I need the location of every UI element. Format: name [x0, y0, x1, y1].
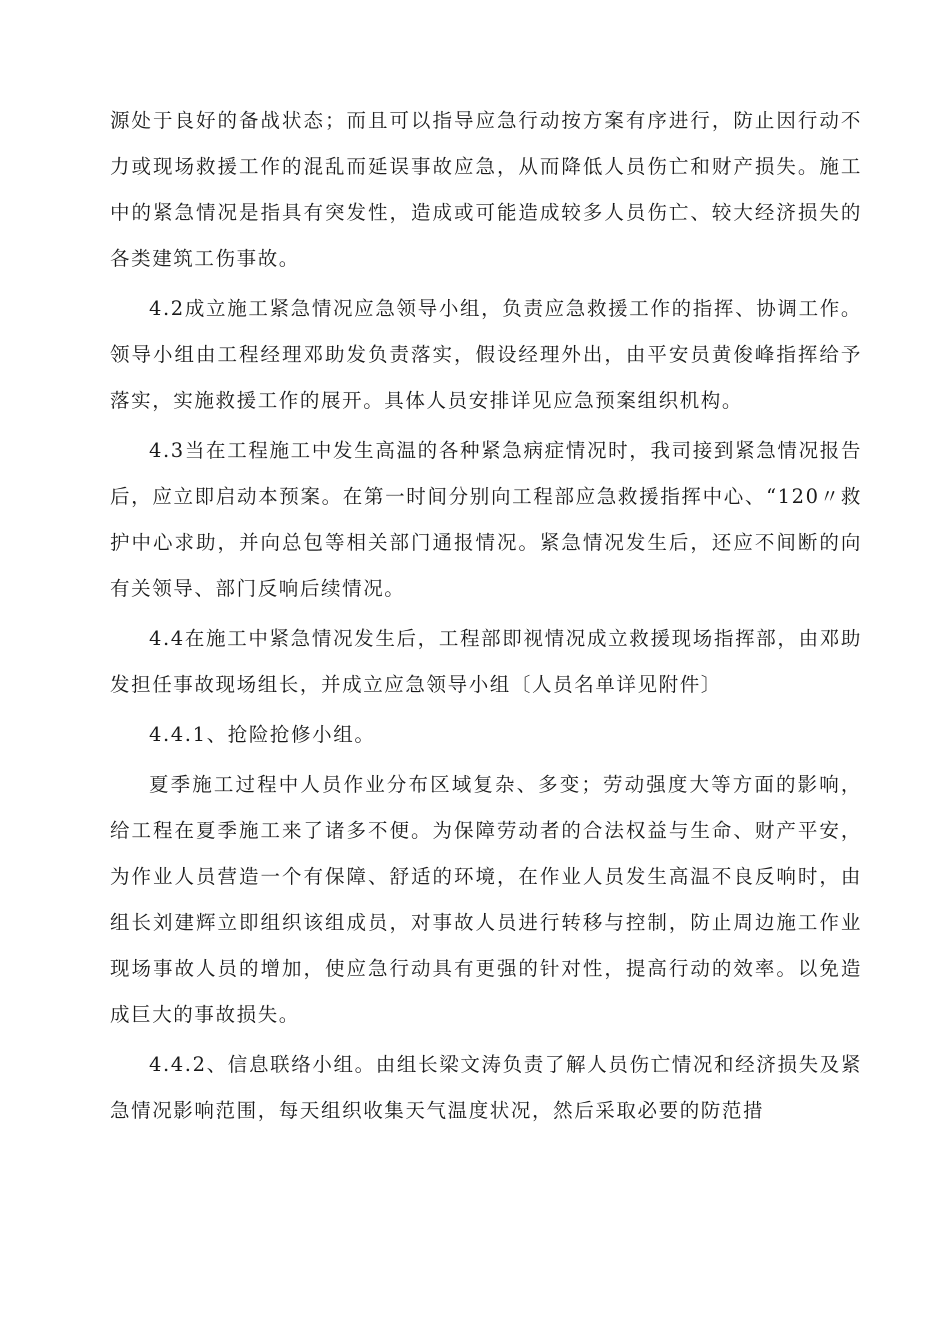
section-number: 4.4	[149, 627, 185, 650]
section-4-2-paragraph	[110, 286, 862, 424]
paragraph-text: 、信息联络小组。由组长梁文涛负责了解人员伤亡情况和经济损失及紧急情况影响范围，每天组织收集天气温度状况，然后采取必要的防范措	[110, 1053, 862, 1122]
paragraph-text: 当在工程施工中发生高温的各种紧急病症情况时，我司接到紧急情况报告后，应立即启动本预案。在第一时间分别向工程部应急救援指挥中心、“120〃救护中心求助，并向总包等相关部门通报情况。紧急情况发生后，还应不间断的向有关领导、部门反响后续情况。	[110, 439, 862, 600]
paragraph-text: 成立施工紧急情况应急领导小组，负责应急救援工作的指挥、协调工作。领导小组由工程经理邓助发负责落实，假设经理外出，由平安员黄俊峰指挥给予落实，实施救援工作的展开。具体人员安排详见应急预案组织机构。	[110, 297, 862, 412]
section-4-3-paragraph	[110, 428, 862, 612]
section-4-4-paragraph	[110, 616, 862, 708]
section-number: 4.3	[149, 439, 185, 462]
section-number: 4.4.1	[149, 723, 207, 746]
paragraph-text: 源处于良好的备战状态；而且可以指导应急行动按方案有序进行，防止因行动不力或现场救援工作的混乱而延误事故应急，从而降低人员伤亡和财产损失。施工中的紧急情况是指具有突发性，造成或可能造成较多人员伤亡、较大经济损失的各类建筑工伤事故。	[110, 109, 862, 270]
paragraph-continued	[110, 98, 862, 282]
section-number: 4.4.2	[149, 1053, 207, 1076]
paragraph-text: 在施工中紧急情况发生后，工程部即视情况成立救援现场指挥部，由邓助发担任事故现场组长，并成立应急领导小组〔人员名单详见附件〕	[110, 627, 862, 696]
section-number: 4.2	[149, 297, 185, 320]
section-4-4-2-paragraph	[110, 1042, 862, 1134]
paragraph-text: 、抢险抢修小组。	[206, 723, 376, 746]
summer-construction-paragraph	[110, 762, 862, 1038]
paragraph-text: 夏季施工过程中人员作业分布区域复杂、多变；劳动强度大等方面的影响，给工程在夏季施工来了诸多不便。为保障劳动者的合法权益与生命、财产平安，为作业人员营造一个有保障、舒适的环境，在作业人员发生高温不良反响时，由组长刘建辉立即组织该组成员，对事故人员进行转移与控制，防止周边施工作业现场事故人员的增加，使应急行动具有更强的针对性，提高行动的效率。以免造成巨大的事故损失。	[110, 773, 862, 1026]
section-4-4-1-heading	[110, 712, 862, 758]
